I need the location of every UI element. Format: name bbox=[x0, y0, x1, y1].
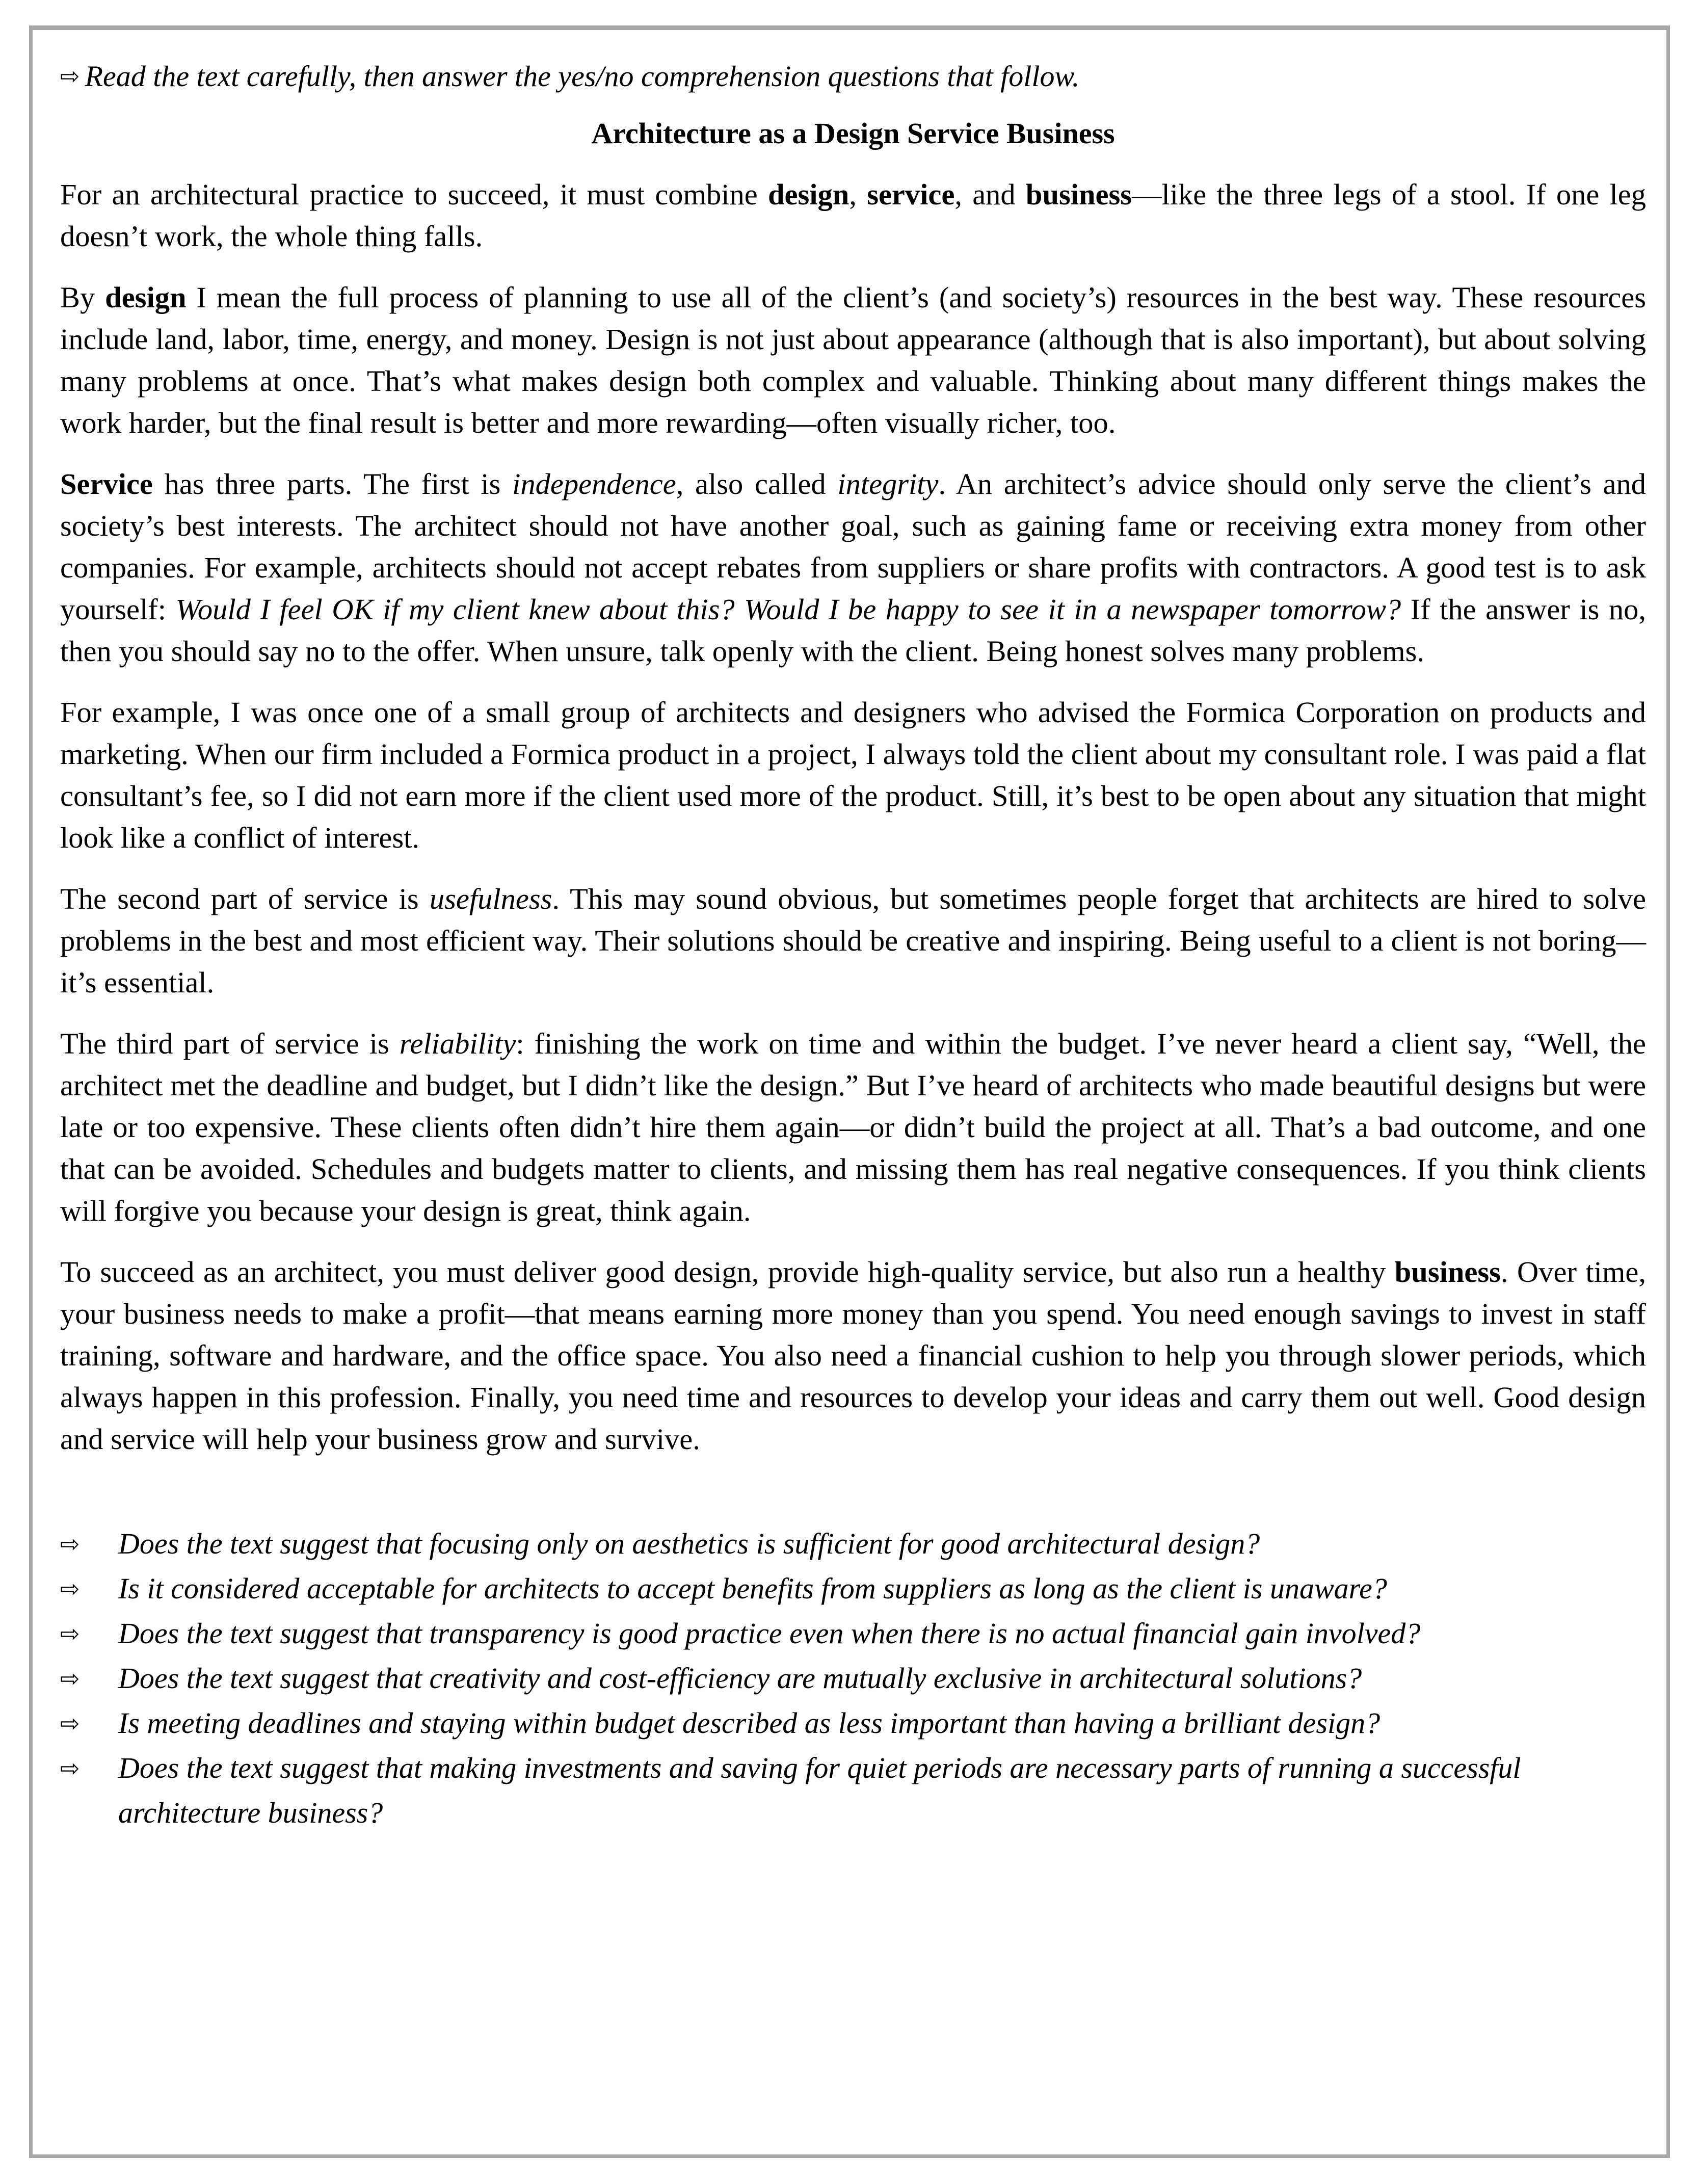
question-item bbox=[60, 1746, 1646, 1835]
text-run: The second part of service is bbox=[60, 882, 430, 915]
instruction bbox=[60, 55, 1646, 97]
text-run: To succeed as an architect, you must deliver good design, provide high-quality service, but also run a healthy bbox=[60, 1255, 1395, 1288]
paragraph bbox=[60, 692, 1646, 859]
text-run: —like the three legs of a stool. If one leg doesn’t work, the whole thing falls. bbox=[60, 178, 1647, 253]
emphasis-italic: Would I feel OK if my client knew about this? Would I be happy to see it in a newspaper tomorrow? bbox=[175, 593, 1401, 626]
text-run: If the answer is no, then you should say no to the offer. When unsure, talk openly with the client. Being honest solves many problems. bbox=[60, 593, 1647, 668]
paragraph bbox=[60, 174, 1646, 257]
emphasis-italic: usefulness bbox=[429, 882, 552, 915]
emphasis-bold: service bbox=[867, 178, 955, 211]
instruction-text: Read the text carefully, then answer the yes/no comprehension questions that follow. bbox=[85, 60, 1080, 93]
emphasis-italic: reliability bbox=[399, 1027, 516, 1060]
question-item bbox=[60, 1656, 1646, 1701]
exercise-content bbox=[60, 55, 1646, 1835]
article-body bbox=[60, 174, 1646, 1460]
right-arrow-icon: ⇨ bbox=[60, 1709, 80, 1737]
emphasis-italic: independence bbox=[512, 467, 676, 501]
emphasis-bold: business bbox=[1394, 1255, 1501, 1288]
emphasis-bold: Service bbox=[60, 467, 153, 501]
text-run: : finishing the work on time and within the budget. I’ve never heard a client say, “Well, the architect met the deadline and budget, but I didn’t like the design.” But I’ve heard of architects who made beautiful designs but were late or too expensive. These clients often didn’t hire them again—or didn’t build the project at all. That’s a bad outcome, and one that can be avoided. Schedules and budgets matter to clients, and missing them has real negative consequences. If you think clients will forgive you because your design is great, think again. bbox=[60, 1027, 1647, 1227]
question-item bbox=[60, 1611, 1646, 1656]
paragraph bbox=[60, 878, 1646, 1004]
question-text: Does the text suggest that creativity and cost-efficiency are mutually exclusive in architectural solutions? bbox=[118, 1662, 1362, 1695]
paragraph bbox=[60, 463, 1646, 672]
text-run: By bbox=[60, 281, 105, 314]
emphasis-bold: design bbox=[768, 178, 849, 211]
text-run: I mean the full process of planning to use all of the client’s (and society’s) resources in the best way. These resources include land, labor, time, energy, and money. Design is not just about appearance (although that is also important), but about solving many problems at once. That’s what makes design both complex and valuable. Thinking about many different things makes the work harder, but the final result is better and more rewarding—often visually richer, too. bbox=[60, 281, 1646, 439]
right-arrow-icon: ⇨ bbox=[60, 62, 80, 90]
text-run: has three parts. The first is bbox=[152, 467, 513, 501]
text-run: . This may sound obvious, but sometimes people forget that architects are hired to solve problems in the best and most efficient way. Their solutions should be creative and inspiring. Being useful to a client is not boring—it’s essential. bbox=[60, 882, 1647, 999]
question-text: Is meeting deadlines and staying within budget described as less important than having a brilliant design? bbox=[118, 1706, 1381, 1740]
question-text: Is it considered acceptable for architects to accept benefits from suppliers as long as the client is unaware? bbox=[118, 1572, 1387, 1605]
paragraph bbox=[60, 1023, 1646, 1232]
text-run: . Over time, your business needs to make a profit—that means earning more money than you spend. You need enough savings to invest in staff training, software and hardware, and the office space. You also need a financial cushion to help you through slower periods, which always happen in this profession. Finally, you need time and resources to develop your ideas and carry them out well. Good design and service will help your business grow and survive. bbox=[60, 1255, 1646, 1456]
question-item bbox=[60, 1701, 1646, 1746]
right-arrow-icon: ⇨ bbox=[60, 1665, 80, 1692]
right-arrow-icon: ⇨ bbox=[60, 1754, 80, 1782]
text-run: For an architectural practice to succeed, it must combine bbox=[60, 178, 768, 211]
right-arrow-icon: ⇨ bbox=[60, 1620, 80, 1647]
emphasis-bold: business bbox=[1025, 178, 1132, 211]
text-run: . An architect’s advice should only serve the client’s and society’s best interests. The architect should not have another goal, such as gaining fame or receiving extra money from other companies. For example, architects should not accept rebates from suppliers or share profits with contractors. A good test is to ask yourself: bbox=[60, 467, 1646, 626]
question-item bbox=[60, 1521, 1646, 1566]
text-run: , also called bbox=[676, 467, 838, 501]
question-list bbox=[60, 1521, 1646, 1835]
right-arrow-icon: ⇨ bbox=[60, 1575, 80, 1602]
question-text: Does the text suggest that transparency is good practice even when there is no actual financial gain involved? bbox=[118, 1617, 1421, 1650]
text-run: , bbox=[849, 178, 867, 211]
question-item bbox=[60, 1566, 1646, 1611]
right-arrow-icon: ⇨ bbox=[60, 1530, 80, 1558]
question-text: Does the text suggest that focusing only on aesthetics is sufficient for good architectural design? bbox=[118, 1527, 1260, 1560]
exercise-frame bbox=[29, 25, 1670, 2158]
article-title: Architecture as a Design Service Business bbox=[591, 117, 1115, 150]
emphasis-bold: design bbox=[105, 281, 187, 314]
text-run: The third part of service is bbox=[60, 1027, 400, 1060]
paragraph bbox=[60, 1251, 1646, 1460]
text-run: For example, I was once one of a small group of architects and designers who advised the Formica Corporation on products and marketing. When our firm included a Formica product in a project, I always told the client about my consultant role. I was paid a flat consultant’s fee, so I did not earn more if the client used more of the product. Still, it’s best to be open about any situation that might look like a conflict of interest. bbox=[60, 696, 1646, 854]
text-run: , and bbox=[954, 178, 1026, 211]
paragraph bbox=[60, 277, 1646, 444]
emphasis-italic: integrity bbox=[837, 467, 939, 501]
question-text: Does the text suggest that making investments and saving for quiet periods are necessary parts of running a successful architecture business? bbox=[118, 1751, 1521, 1829]
